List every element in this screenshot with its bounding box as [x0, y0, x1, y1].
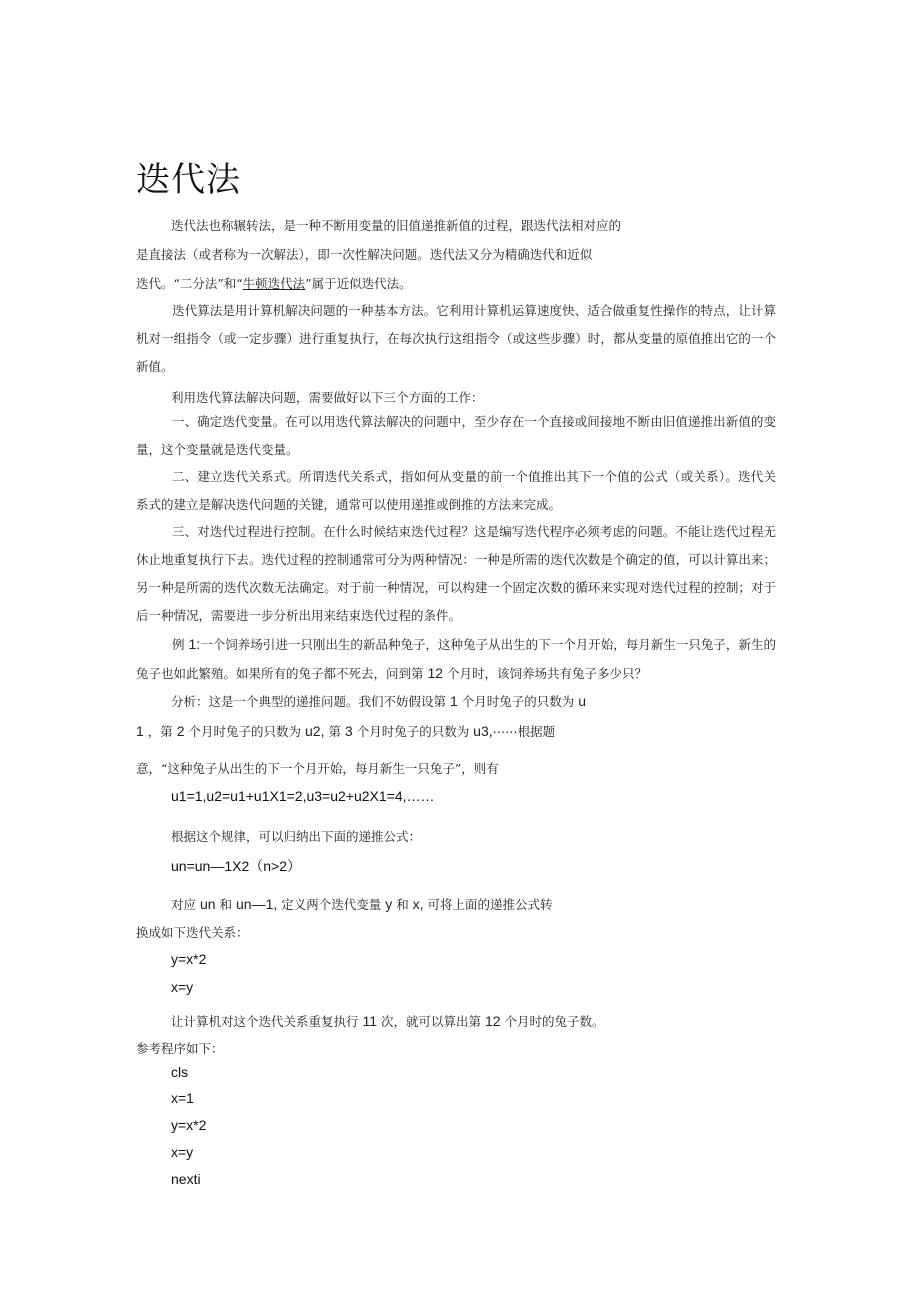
relation-1: y=x*2	[171, 951, 207, 967]
analysis-line-3: 意，“这种兔子从出生的下一个月开始，每月新生一只兔子”，则有	[136, 761, 499, 776]
paragraph-step-3: 三、对迭代过程进行控制。在什么时候结束迭代过程？这是编写迭代程序必须考虑的问题。不能让迭代过程无休止地重复执行下去。迭代过程的控制通常可分为两种情况：一种是所需的迭代次数是个确定的值，可以计算出来；另一种是所需的迭代次数无法确定。对于前一种情况，可以构建一个固定次数的循环来实现对迭代过程的控制；对于后一种情况，需要进一步分析出用来结束迭代过程的条件。	[136, 524, 776, 623]
example-number: 12	[427, 665, 444, 681]
code-line: cls	[171, 1064, 189, 1080]
analysis-line-2	[136, 722, 555, 740]
corr-var: un	[199, 896, 216, 912]
corr-var: x,	[412, 896, 424, 912]
example-text: 例	[172, 637, 189, 652]
code-line: x=1	[171, 1090, 194, 1106]
analysis-line-1	[171, 692, 586, 710]
example-number: 1:	[188, 636, 201, 652]
paragraph-step-2: 二、建立迭代关系式。所谓迭代关系式，指如何从变量的前一个值推出其下一个值的公式（或关系）。迭代关系式的建立是解决迭代问题的关键，通常可以使用递推或倒推的方法来完成。	[136, 469, 776, 512]
execution-line	[171, 1012, 605, 1030]
analysis-number: 1	[136, 723, 144, 739]
exec-number: 12	[484, 1013, 501, 1029]
analysis-var: u	[578, 693, 587, 709]
intro-text: 迭代。“二分法”和“	[136, 276, 243, 291]
relation-2: x=y	[171, 979, 194, 995]
reference-program-label: 参考程序如下：	[136, 1041, 224, 1056]
corr-var: y	[385, 896, 393, 912]
newton-iteration-link[interactable]: 牛顿迭代法	[242, 276, 306, 291]
correspondence-line-1	[171, 895, 553, 913]
analysis-text: ⋯⋯根据题	[492, 724, 556, 739]
formula-main: un=un—1X2	[171, 858, 250, 874]
code-line: y=x*2	[171, 1117, 207, 1133]
analysis-text: 第	[324, 724, 345, 739]
corr-text: 定义两个迭代变量	[277, 897, 386, 912]
intro-text: ”属于近似迭代法。	[305, 276, 412, 291]
analysis-number: 1	[449, 693, 458, 709]
corr-text: 对应	[171, 897, 200, 912]
rule-text: 根据这个规律，可以归纳出下面的递推公式：	[171, 829, 422, 844]
formula-condition: （n>2）	[249, 858, 301, 874]
code-line: nexti	[171, 1171, 201, 1187]
paragraph-work: 利用迭代算法解决问题，需要做好以下三个方面的工作：	[171, 390, 484, 405]
analysis-number: 2	[176, 723, 185, 739]
corr-text: 和	[392, 897, 413, 912]
corr-text: 可将上面的递推公式转	[423, 897, 553, 912]
exec-number: 11	[362, 1013, 378, 1029]
analysis-var: u2,	[305, 723, 325, 739]
analysis-text: 个月时兔子的只数为	[184, 724, 305, 739]
intro-line-3	[136, 274, 412, 292]
exec-text: 个月时的兔子数。	[500, 1014, 605, 1029]
paragraph-algorithm: 迭代算法是用计算机解决问题的一种基本方法。它利用计算机运算速度快、适合做重复性操作的特点，让计算机对一组指令（或一定步骤）进行重复执行，在每次执行这组指令（或这些步骤）时，都从变量的原值推出它的一个新值。	[136, 303, 776, 374]
analysis-text: 个月时兔子的只数为	[352, 724, 474, 739]
recurrence-formula	[171, 856, 301, 876]
correspondence-line-2: 换成如下迭代关系：	[136, 925, 249, 940]
example-text: 个月时，该饲养场共有兔子多少只？	[443, 666, 648, 681]
corr-text: 和	[215, 897, 237, 912]
paragraph-step-1: 一、确定迭代变量。在可以用迭代算法解决的问题中，至少存在一个直接或间接地不断由旧值递推出新值的变量，这个变量就是迭代变量。	[136, 414, 776, 457]
example-text: 一个饲养场引进一只刚出生的新品种兔子，这种兔子从出生的下一个月开始，每月新生一只兔子，新生的兔子也如此繁殖。如果所有的兔子都不死去，问到第	[136, 637, 776, 681]
page-title: 迭代法	[136, 160, 241, 200]
corr-var: un—1,	[236, 896, 278, 912]
intro-line-1: 迭代法也称辗转法，是一种不断用变量的旧值递推新值的过程，跟迭代法相对应的	[171, 218, 622, 233]
exec-text: 次，就可以算出第	[377, 1014, 485, 1029]
analysis-text: 个月时兔子的只数为	[457, 694, 579, 709]
sequence-formula: u1=1,u2=u1+u1X1=2,u3=u2+u2X1=4,……	[171, 788, 435, 804]
analysis-number: 3	[344, 723, 353, 739]
code-line: x=y	[171, 1144, 194, 1160]
exec-text: 让计算机对这个迭代关系重复执行	[171, 1014, 363, 1029]
paragraph-example-1	[136, 630, 776, 688]
analysis-var: u3,	[473, 723, 493, 739]
analysis-text: 分析：这是一个典型的递推问题。我们不妨假设第	[171, 694, 450, 709]
intro-line-2: 是直接法（或者称为一次解法），即一次性解决问题。迭代法又分为精确迭代和近似	[136, 247, 593, 262]
analysis-text: ，第	[143, 724, 177, 739]
